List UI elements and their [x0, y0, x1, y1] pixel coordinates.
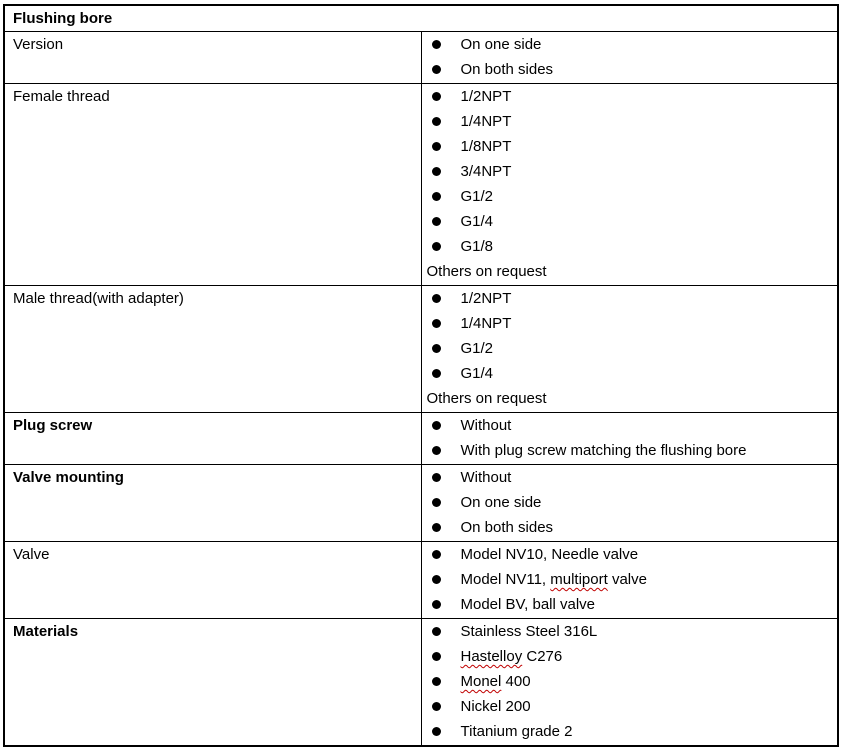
bullet-icon	[432, 523, 441, 532]
option-text: 1/2NPT	[460, 290, 512, 307]
row-label: Valve mounting	[4, 465, 421, 542]
option-item	[422, 84, 838, 109]
table-row	[4, 465, 838, 542]
option-text: G1/2	[460, 340, 494, 357]
option-text: Without	[460, 469, 512, 486]
option-text: On one side	[460, 36, 542, 53]
row-options	[421, 619, 838, 747]
option-text: C276	[522, 648, 563, 665]
table-body	[4, 32, 838, 747]
option-text: Model NV10, Needle valve	[460, 546, 639, 563]
option-text: G1/2	[460, 188, 494, 205]
bullet-icon	[432, 550, 441, 559]
option-text: Others on request	[426, 263, 547, 280]
option-item	[422, 286, 838, 311]
table-header-row	[4, 5, 838, 32]
table-row	[4, 619, 838, 747]
bullet-icon	[432, 117, 441, 126]
bullet-icon	[432, 702, 441, 711]
option-text: Nickel 200	[460, 698, 531, 715]
bullet-icon	[432, 446, 441, 455]
option-item	[422, 311, 838, 336]
bullet-icon	[432, 652, 441, 661]
bullet-icon	[432, 498, 441, 507]
option-text: G1/8	[460, 238, 494, 255]
row-label: Male thread(with adapter)	[4, 286, 421, 413]
bullet-icon	[432, 369, 441, 378]
row-label: Version	[4, 32, 421, 84]
misspelled-word: Monel	[460, 673, 502, 690]
bullet-icon	[432, 344, 441, 353]
table-row	[4, 542, 838, 619]
option-text: valve	[607, 571, 647, 588]
row-options	[421, 84, 838, 286]
bullet-icon	[432, 65, 441, 74]
option-text: On both sides	[460, 519, 554, 536]
option-item	[422, 567, 838, 592]
option-item	[422, 234, 838, 259]
option-item	[422, 57, 838, 82]
table-row	[4, 32, 838, 84]
option-item	[422, 32, 838, 57]
row-label: Female thread	[4, 84, 421, 286]
bullet-icon	[432, 167, 441, 176]
bullet-icon	[432, 600, 441, 609]
bullet-icon	[432, 473, 441, 482]
option-item	[422, 669, 838, 694]
option-item	[422, 184, 838, 209]
bullet-icon	[432, 142, 441, 151]
option-item	[422, 361, 838, 386]
table-title: Flushing bore	[4, 5, 838, 32]
bullet-icon	[432, 92, 441, 101]
option-text: 1/8NPT	[460, 138, 512, 155]
option-text: On both sides	[460, 61, 554, 78]
option-note	[422, 259, 838, 284]
option-item	[422, 592, 838, 617]
misspelled-word: Hastelloy	[460, 648, 523, 665]
option-text: G1/4	[460, 365, 494, 382]
bullet-icon	[432, 727, 441, 736]
option-text: With plug screw matching the flushing bore	[460, 442, 747, 459]
row-options	[421, 413, 838, 465]
row-options	[421, 465, 838, 542]
bullet-icon	[432, 627, 441, 636]
option-text: Others on request	[426, 390, 547, 407]
option-item	[422, 542, 838, 567]
row-options	[421, 32, 838, 84]
bullet-icon	[432, 677, 441, 686]
option-text: On one side	[460, 494, 542, 511]
bullet-icon	[432, 294, 441, 303]
option-text: 1/2NPT	[460, 88, 512, 105]
misspelled-word: multiport	[550, 571, 608, 588]
option-item	[422, 644, 838, 669]
bullet-icon	[432, 40, 441, 49]
option-item	[422, 413, 838, 438]
bullet-icon	[432, 421, 441, 430]
bullet-icon	[432, 319, 441, 328]
option-item	[422, 465, 838, 490]
option-text: 3/4NPT	[460, 163, 512, 180]
row-options	[421, 542, 838, 619]
flushing-bore-spec-table	[3, 4, 839, 747]
option-item	[422, 619, 838, 644]
bullet-icon	[432, 217, 441, 226]
option-item	[422, 490, 838, 515]
option-item	[422, 719, 838, 744]
option-item	[422, 209, 838, 234]
row-label: Valve	[4, 542, 421, 619]
row-options	[421, 286, 838, 413]
table-row	[4, 286, 838, 413]
row-label: Materials	[4, 619, 421, 747]
option-text: 1/4NPT	[460, 113, 512, 130]
table-row	[4, 84, 838, 286]
option-text: Titanium grade 2	[460, 723, 573, 740]
option-text: Without	[460, 417, 512, 434]
option-item	[422, 159, 838, 184]
option-note	[422, 386, 838, 411]
option-item	[422, 515, 838, 540]
row-label: Plug screw	[4, 413, 421, 465]
option-item	[422, 134, 838, 159]
option-text: Model BV, ball valve	[460, 596, 596, 613]
bullet-icon	[432, 192, 441, 201]
option-text: G1/4	[460, 213, 494, 230]
option-item	[422, 694, 838, 719]
option-text: Model NV11,	[460, 571, 551, 588]
option-item	[422, 438, 838, 463]
option-item	[422, 109, 838, 134]
table-row	[4, 413, 838, 465]
option-item	[422, 336, 838, 361]
bullet-icon	[432, 575, 441, 584]
option-text: 1/4NPT	[460, 315, 512, 332]
bullet-icon	[432, 242, 441, 251]
option-text: 400	[501, 673, 531, 690]
option-text: Stainless Steel 316L	[460, 623, 598, 640]
